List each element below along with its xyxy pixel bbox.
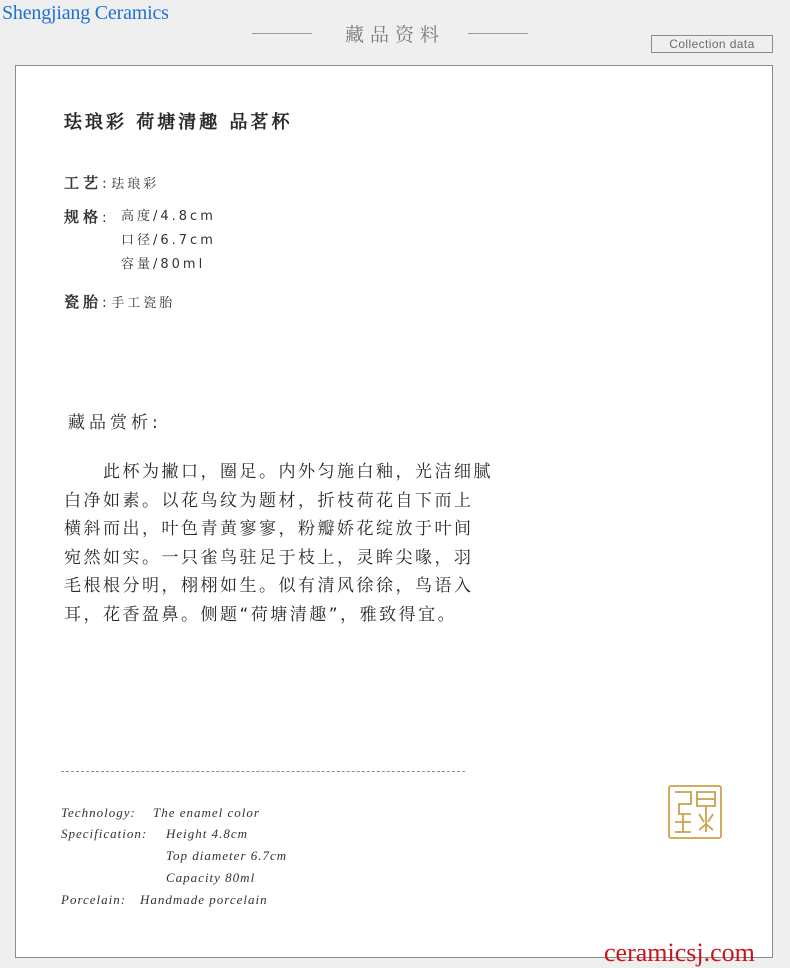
appreciation-line: 此杯为撇口，圈足。内外匀施白釉，光洁细腻: [64, 462, 493, 482]
spec-diameter: 口径/6.7cm: [121, 233, 216, 248]
porcelain-colon: :: [102, 295, 107, 311]
craft-colon: :: [102, 176, 107, 192]
info-card: [15, 65, 773, 958]
appreciation-line: 白净如素。以花鸟纹为题材，折枝荷花自下而上: [64, 490, 474, 511]
appreciation-line: 耳，花香盈鼻。侧题“荷塘清趣”，雅致得宜。: [64, 604, 458, 625]
spec-colon: :: [102, 210, 107, 226]
porcelain-row: [64, 290, 175, 316]
en-porcelain-value: Handmade porcelain: [140, 892, 268, 907]
watermark-bottom: ceramicsj.com: [604, 938, 755, 967]
en-technology-label: Technology:: [61, 805, 136, 820]
spec-label: 规格: [64, 208, 103, 226]
dashed-divider: [61, 771, 465, 772]
spec-row: [64, 205, 107, 230]
appreciation-title: 藏品赏析:: [68, 413, 162, 433]
header-title: 藏品资料: [344, 24, 445, 46]
craft-label: 工艺: [64, 174, 103, 192]
porcelain-label: 瓷胎: [64, 293, 103, 311]
en-spec-label: Specification:: [61, 826, 148, 841]
porcelain-value: 手工瓷胎: [111, 296, 176, 311]
en-spec-diameter: Top diameter 6.7cm: [166, 848, 288, 863]
product-title: 珐琅彩 荷塘清趣 品茗杯: [64, 112, 293, 133]
spec-height: 高度/4.8cm: [121, 209, 216, 224]
en-spec-height: Height 4.8cm: [166, 826, 249, 841]
header-line-right: [468, 33, 528, 34]
craft-row: [64, 171, 159, 197]
appreciation-line: 宛然如实。一只雀鸟驻足于枝上，灵眸尖喙，羽: [64, 547, 474, 568]
craft-value: 珐琅彩: [111, 177, 160, 192]
watermark-top: Shengjiang Ceramics: [2, 2, 169, 24]
spec-capacity: 容量/80ml: [121, 257, 206, 272]
appreciation-line: 毛根根分明，栩栩如生。似有清风徐徐，鸟语入: [64, 576, 474, 597]
appreciation-body: [64, 458, 558, 630]
collection-data-label: Collection data: [651, 35, 773, 53]
appreciation-line: 横斜而出，叶色青黄寥寥，粉瓣娇花绽放于叶间: [64, 519, 474, 540]
en-spec-capacity: Capacity 80ml: [166, 870, 256, 885]
en-technology-value: The enamel color: [153, 805, 260, 820]
en-porcelain-label: Porcelain:: [61, 892, 127, 907]
seal-stamp-icon: [667, 784, 723, 840]
